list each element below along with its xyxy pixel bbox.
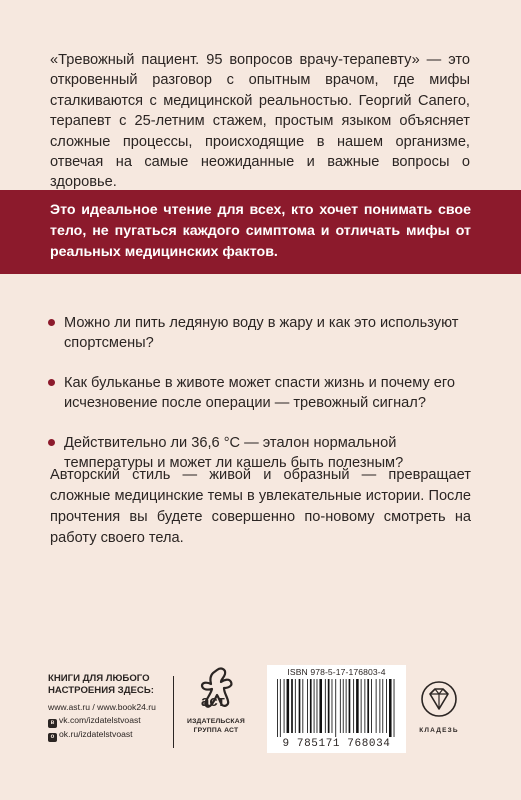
publisher-caption-line: ИЗДАТЕЛЬСКАЯ: [187, 718, 245, 725]
publisher-caption: [186, 718, 246, 735]
footer-heading-line: КНИГИ ДЛЯ ЛЮБОГО: [48, 673, 150, 684]
isbn-text: ISBN 978-5-17-176803-4: [287, 667, 386, 677]
ast-logo-icon: [193, 666, 239, 716]
barcode-bars: [277, 679, 396, 737]
footer-divider: [173, 676, 174, 748]
vk-icon: в: [48, 719, 57, 728]
footer-heading: [48, 673, 168, 696]
question-text: Можно ли пить ледяную воду в жару и как это используют спортсмены?: [64, 315, 459, 352]
vk-link-text: vk.com/izdatelstvoast: [59, 714, 141, 725]
question-text: Действительно ли 36,6 °С — эталон нормальной температуры и может ли кашель быть полезным?: [64, 434, 404, 472]
barcode: [267, 665, 406, 753]
publisher-logo: [186, 666, 246, 748]
ok-icon: о: [48, 733, 57, 742]
publisher-caption-line: ГРУППА АСТ: [193, 726, 239, 734]
bullet-icon: [48, 439, 55, 446]
intro-paragraph: «Тревожный пациент. 95 вопросов врачу-терапевту» — это откровенный разговор с опытным врачом, где мифы сталкиваются с медицинской реальностью. Георгий Сапего, терапевт с 25-летним стажем, простым языком объясняет сложные процессы, происходящие в нашем организме, отвечая на самые неожиданные и важные вопросы о здоровье.: [50, 52, 470, 191]
footer-heading-line: НАСТРОЕНИЯ ЗДЕСЬ:: [48, 684, 154, 696]
list-item: [48, 313, 478, 354]
list-item: [48, 373, 478, 414]
question-text: Как бульканье в животе может спасти жизнь и почему его исчезновение после операции — тревожный сигнал?: [64, 374, 455, 412]
highlight-band: [0, 190, 521, 274]
ok-link[interactable]: [48, 728, 168, 742]
website-links[interactable]: www.ast.ru / www.book24.ru: [48, 702, 156, 712]
footer-info: [48, 673, 168, 742]
diamond-icon: [418, 680, 460, 718]
highlight-text: Это идеальное чтение для всех, кто хочет понимать свое тело, не пугаться каждого симптома и отличать мифы от реальных медицинских фактов.: [50, 202, 471, 260]
ean-number: 9 785171 768034: [282, 738, 391, 750]
outro-paragraph: Авторский стиль — живой и образный — превращает сложные медицинские темы в увлекательные истории. После прочтения вы будете совершенно по-новому смотреть на работу своего тела.: [50, 467, 471, 546]
ok-link-text: ok.ru/izdatelstvoast: [59, 728, 133, 739]
imprint-name: КЛАДЕЗЬ: [419, 727, 459, 734]
imprint-logo: [414, 680, 464, 734]
ast-logo-text: аст: [201, 693, 226, 710]
bullet-icon: [48, 319, 55, 326]
bullet-icon: [48, 379, 55, 386]
vk-link[interactable]: [48, 714, 168, 728]
